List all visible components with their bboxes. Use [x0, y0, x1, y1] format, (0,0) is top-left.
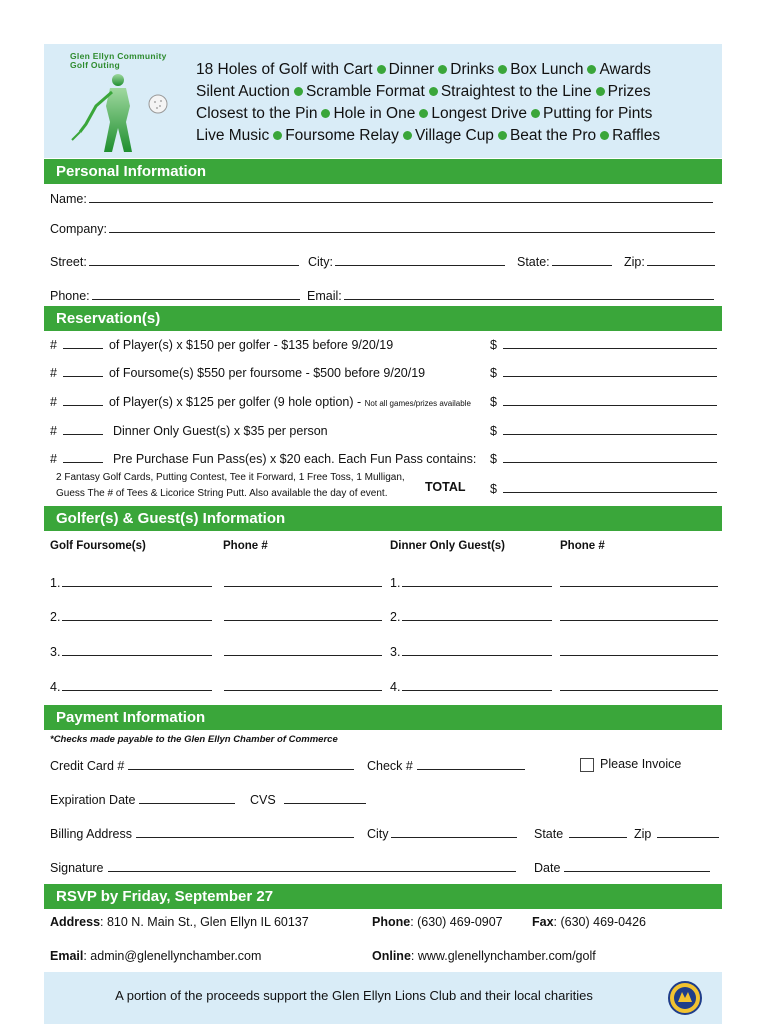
reservation-row-1: # of Player(s) x $150 per golfer - $135 before 9/20/19: [50, 338, 394, 352]
zip-field: [624, 253, 715, 269]
rsvp-address: Address: 810 N. Main St., Glen Ellyn IL 60137: [50, 915, 309, 929]
expiration-field: Expiration Date: [50, 791, 235, 807]
guest-row-3: 3.: [390, 643, 552, 659]
col-golf-foursome: Golf Foursome(s): [50, 540, 146, 552]
amount-1: $: [490, 336, 717, 352]
funpass-qty-input[interactable]: [63, 450, 103, 463]
street-label: Street:: [50, 255, 87, 269]
golfer-phone-input[interactable]: [224, 574, 382, 587]
bullet-icon: [273, 131, 282, 140]
bullet-icon: [377, 65, 386, 74]
billing-zip-field: Zip: [634, 825, 719, 841]
total-label: TOTAL: [425, 480, 466, 494]
golfer-phone-1: [222, 574, 382, 590]
golfer-row-4: 4.: [50, 678, 212, 694]
billing-city-input[interactable]: [391, 825, 517, 838]
guest-row-4: 4.: [390, 678, 552, 694]
logo-line-1: Glen Ellyn Community: [70, 51, 167, 61]
amount-total: $: [490, 480, 717, 496]
col-dinner-guests: Dinner Only Guest(s): [390, 540, 506, 552]
name-field-row: [50, 190, 713, 206]
golfer-row-1: 1.: [50, 574, 212, 590]
reservation-row-4: # Dinner Only Guest(s) x $35 per person: [50, 424, 328, 438]
guest-phone-input[interactable]: [560, 678, 718, 691]
email-field: [307, 287, 714, 303]
guest-row-2: 2.: [390, 608, 552, 624]
golfer-silhouette-icon: [66, 66, 176, 156]
billing-address-input[interactable]: [136, 825, 354, 838]
features-line-2: Silent Auction Scramble Format Straightest to the Line Prizes: [196, 83, 651, 100]
amount-1-input[interactable]: [503, 336, 717, 349]
golfer-name-input[interactable]: [62, 608, 212, 621]
golfer-row-2: 2.: [50, 608, 212, 624]
golfer-name-input[interactable]: [62, 574, 212, 587]
state-label: State:: [517, 255, 550, 269]
bullet-icon: [294, 87, 303, 96]
check-field: Check #: [367, 757, 525, 773]
total-input[interactable]: [503, 480, 717, 493]
amount-2: $: [490, 364, 717, 380]
bullet-icon: [321, 109, 330, 118]
email-label: Email:: [307, 289, 342, 303]
city-input[interactable]: [335, 253, 505, 266]
bullet-icon: [498, 131, 507, 140]
date-field: Date: [534, 859, 710, 875]
golfer-phone-2: [222, 608, 382, 624]
bullet-icon: [429, 87, 438, 96]
reservation-row-3: # of Player(s) x $125 per golfer (9 hole option) - Not all games/prizes available: [50, 395, 471, 409]
logo-line-2: Golf Outing: [70, 60, 121, 70]
bullet-icon: [498, 65, 507, 74]
foursome-qty-input[interactable]: [63, 364, 103, 377]
funpass-description: 2 Fantasy Golf Cards, Putting Contest, Tee it Forward, 1 Free Toss, 1 Mulligan, Guess The # of Tees & Licorice String Putt. Also available the day of event.: [56, 472, 405, 499]
billing-city-field: City: [367, 825, 517, 841]
bullet-icon: [587, 65, 596, 74]
bullet-icon: [531, 109, 540, 118]
features-line-1: 18 Holes of Golf with Cart Dinner Drinks Box Lunch Awards: [196, 61, 651, 78]
guest-name-input[interactable]: [402, 643, 552, 656]
zip-input[interactable]: [647, 253, 715, 266]
signature-input[interactable]: [108, 859, 516, 872]
amount-5-input[interactable]: [503, 450, 717, 463]
payment-heading: Payment Information: [44, 705, 722, 730]
bullet-icon: [403, 131, 412, 140]
footer-banner: [44, 972, 722, 1024]
lions-club-logo-icon: [667, 980, 703, 1016]
phone-input[interactable]: [92, 287, 300, 300]
golfer-phone-3: [222, 643, 382, 659]
billing-state-input[interactable]: [569, 825, 627, 838]
amount-4-input[interactable]: [503, 422, 717, 435]
billing-address-field: Billing Address: [50, 825, 354, 841]
credit-card-field: Credit Card #: [50, 757, 354, 773]
city-field: [308, 253, 505, 269]
billing-state-field: State: [534, 825, 627, 841]
not-all-games-note: Not all games/prizes available: [364, 399, 471, 408]
guest-phone-input[interactable]: [560, 574, 718, 587]
rsvp-online: Online: www.glenellynchamber.com/golf: [372, 949, 596, 963]
company-label: Company:: [50, 222, 107, 236]
company-field-row: [50, 220, 715, 236]
proceeds-note: A portion of the proceeds support the Glen Ellyn Lions Club and their local charities: [115, 988, 593, 1003]
golfer-name-input[interactable]: [62, 643, 212, 656]
signature-field: Signature: [50, 859, 516, 875]
date-input[interactable]: [564, 859, 710, 872]
bullet-icon: [596, 87, 605, 96]
guest-phone-input[interactable]: [560, 608, 718, 621]
col-phone-1: Phone #: [223, 540, 268, 552]
golfer-phone-input[interactable]: [224, 643, 382, 656]
state-input[interactable]: [552, 253, 612, 266]
name-input[interactable]: [89, 190, 713, 203]
email-input[interactable]: [344, 287, 714, 300]
amount-5: $: [490, 450, 717, 466]
expiration-input[interactable]: [139, 791, 235, 804]
please-invoice-option[interactable]: Please Invoice: [580, 757, 681, 772]
col-phone-2: Phone #: [560, 540, 605, 552]
state-field: [517, 253, 612, 269]
event-features-list: [196, 59, 660, 147]
amount-2-input[interactable]: [503, 364, 717, 377]
cvs-input[interactable]: [284, 791, 366, 804]
reservation-row-5: # Pre Purchase Fun Pass(es) x $20 each. Each Fun Pass contains:: [50, 452, 477, 466]
guest-name-input[interactable]: [402, 678, 552, 691]
nine-hole-qty-input[interactable]: [63, 393, 103, 406]
amount-3: $: [490, 393, 717, 409]
bullet-icon: [438, 65, 447, 74]
phone-label: Phone:: [50, 289, 90, 303]
credit-card-input[interactable]: [128, 757, 354, 770]
zip-label: Zip:: [624, 255, 645, 269]
golf-registration-form: [44, 44, 722, 1024]
amount-3-input[interactable]: [503, 393, 717, 406]
guest-phone-4: [558, 678, 718, 694]
guest-phone-3: [558, 643, 718, 659]
street-field: [50, 253, 299, 269]
guest-row-1: 1.: [390, 574, 552, 590]
cvs-field: CVS: [250, 791, 366, 807]
name-label: Name:: [50, 192, 87, 206]
company-input[interactable]: [109, 220, 715, 233]
phone-field: [50, 287, 300, 303]
invoice-checkbox[interactable]: [580, 758, 594, 772]
guest-phone-2: [558, 608, 718, 624]
amount-4: $: [490, 422, 717, 438]
personal-info-heading: Personal Information: [44, 159, 722, 184]
features-line-4: Live Music Foursome Relay Village Cup Beat the Pro Raffles: [196, 127, 661, 144]
golfer-phone-input[interactable]: [224, 678, 382, 691]
golfer-name-input[interactable]: [62, 678, 212, 691]
rsvp-email: Email: admin@glenellynchamber.com: [50, 949, 262, 963]
rsvp-phone: Phone: (630) 469-0907: [372, 915, 503, 929]
dinner-qty-input[interactable]: [63, 422, 103, 435]
golfers-heading: Golfer(s) & Guest(s) Information: [44, 506, 722, 531]
checks-payable-note: *Checks made payable to the Glen Ellyn Chamber of Commerce: [50, 734, 338, 745]
guest-phone-input[interactable]: [560, 643, 718, 656]
rsvp-heading: RSVP by Friday, September 27: [44, 884, 722, 909]
header-banner: [44, 44, 722, 158]
reservations-heading: Reservation(s): [44, 306, 722, 331]
rsvp-fax: Fax: (630) 469-0426: [532, 915, 646, 929]
golfer-phone-input[interactable]: [224, 608, 382, 621]
features-line-3: Closest to the Pin Hole in One Longest Drive Putting for Pints: [196, 105, 653, 122]
street-input[interactable]: [89, 253, 299, 266]
reservation-row-2: # of Foursome(s) $550 per foursome - $500 before 9/20/19: [50, 366, 426, 380]
golfer-row-3: 3.: [50, 643, 212, 659]
guest-name-input[interactable]: [402, 608, 552, 621]
bullet-icon: [419, 109, 428, 118]
guest-phone-1: [558, 574, 718, 590]
guest-name-input[interactable]: [402, 574, 552, 587]
bullet-icon: [600, 131, 609, 140]
billing-zip-input[interactable]: [657, 825, 719, 838]
golfer-phone-4: [222, 678, 382, 694]
check-number-input[interactable]: [417, 757, 525, 770]
player-qty-input[interactable]: [63, 336, 103, 349]
city-label: City:: [308, 255, 333, 269]
